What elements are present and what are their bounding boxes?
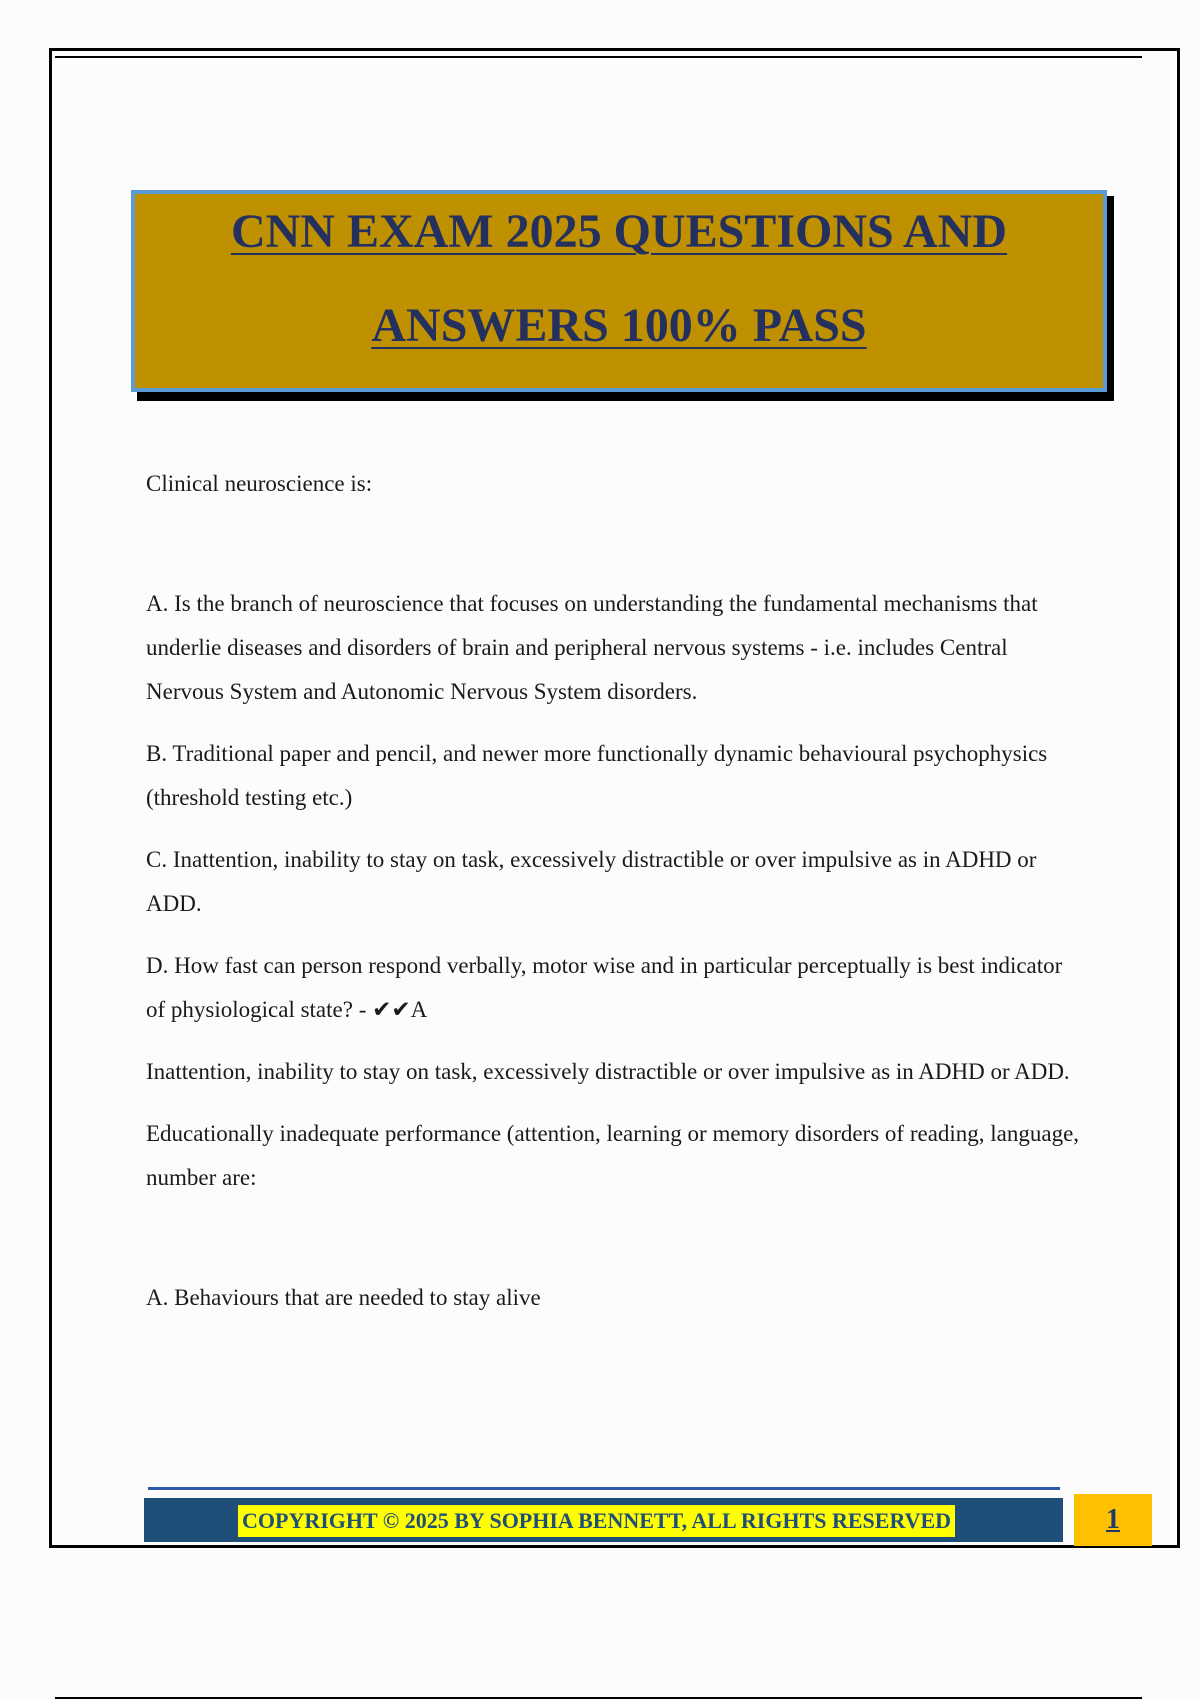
option-a-2: A. Behaviours that are needed to stay alive	[146, 1285, 541, 1310]
answer-paragraph: Inattention, inability to stay on task, excessively distractible or over impulsive as in ADHD or ADD.	[146, 1059, 1070, 1084]
question-stem: Clinical neuroscience is:	[146, 471, 373, 496]
option-a: A. Is the branch of neuroscience that focuses on understanding the fundamental mechanisms that underlie diseases and disorders of brain and peripheral nervous systems - i.e. includes Central Nervous System and Autonomic Nervous System disorders.	[146, 591, 1038, 704]
footer-rule	[148, 1487, 1060, 1490]
page-number-box	[1074, 1494, 1152, 1546]
copyright-notice: COPYRIGHT © 2025 BY SOPHIA BENNETT, ALL RIGHTS RESERVED	[238, 1505, 955, 1537]
document-title-line-2	[135, 298, 1103, 354]
option-b: B. Traditional paper and pencil, and newer more functionally dynamic behavioural psychophysics (threshold testing etc.)	[146, 741, 1048, 810]
bottom-rule	[55, 1697, 1142, 1699]
document-body	[146, 462, 1086, 1320]
document-title-line-2-text: ANSWERS 100% PASS	[371, 299, 867, 352]
question-stem-2: Educationally inadequate performance (attention, learning or memory disorders of reading, language, number are:	[146, 1121, 1080, 1190]
page-number: 1	[1106, 1504, 1120, 1535]
top-rule	[55, 56, 1142, 58]
document-title-line-1	[135, 204, 1103, 260]
option-c: C. Inattention, inability to stay on task, excessively distractible or over impulsive as in ADHD or ADD.	[146, 847, 1037, 916]
option-d-with-answer: D. How fast can person respond verbally, motor wise and in particular perceptually is best indicator of physiological state? - ✔✔A	[146, 953, 1063, 1022]
title-box	[131, 190, 1107, 392]
document-title-line-1-text: CNN EXAM 2025 QUESTIONS AND	[230, 205, 1008, 258]
